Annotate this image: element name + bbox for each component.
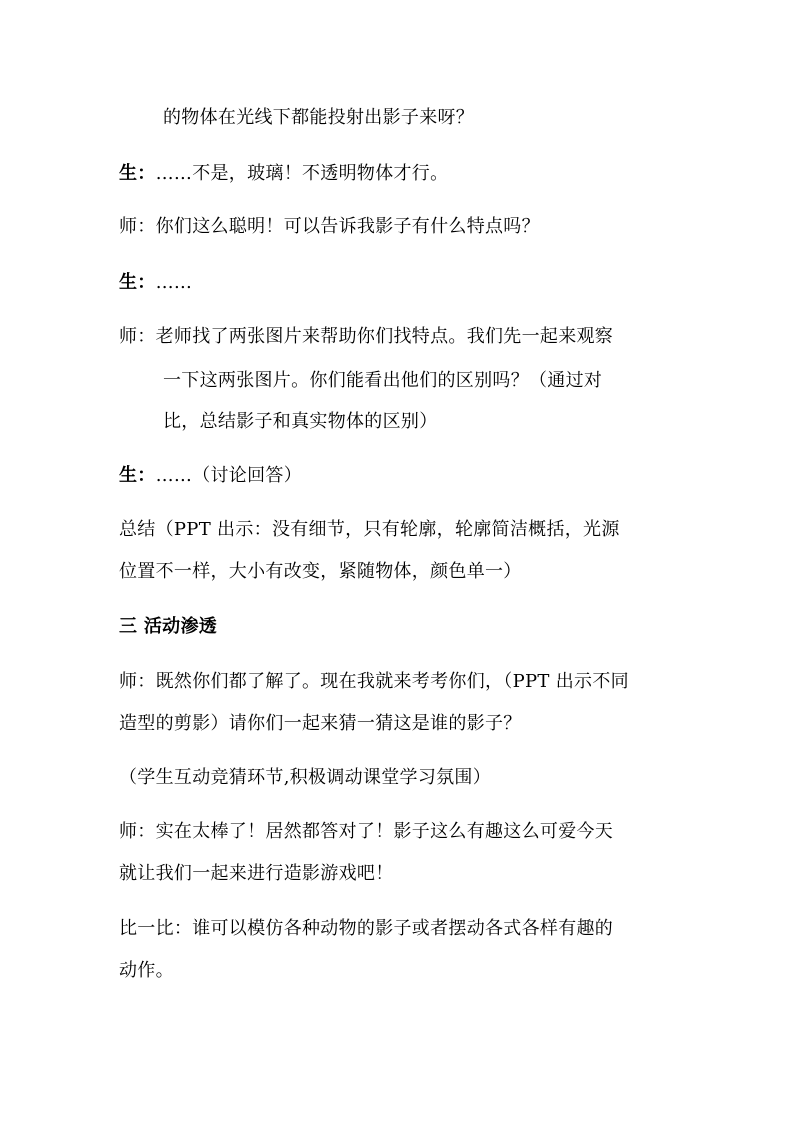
line-text: 总结（PPT 出示：没有细节，只有轮廓，轮廓简洁概括，光源 <box>119 519 620 540</box>
text-line-3 <box>119 215 540 239</box>
line-text: 的物体在光线下都能投射出影子来呀？ <box>163 107 475 128</box>
line-text: 师：实在太棒了！居然都答对了！影子这么有趣这么可爱今天 <box>119 821 614 842</box>
speaker-label: 生： <box>119 272 156 293</box>
speaker-label: 生： <box>119 163 156 184</box>
section-heading <box>119 615 217 639</box>
line-text: 一下这两张图片。你们能看出他们的区别吗？（通过对 <box>163 370 603 391</box>
text-line-1 <box>163 106 474 130</box>
speaker-label: 师： <box>119 216 156 237</box>
text-line-17 <box>119 917 613 941</box>
text-line-4 <box>119 271 192 295</box>
line-text: 比，总结影子和真实物体的区别） <box>163 411 438 432</box>
speaker-label: 师： <box>119 326 156 347</box>
text-line-12 <box>119 670 629 694</box>
line-text: 比一比：谁可以模仿各种动物的影子或者摆动各式各样有趣的 <box>119 918 614 939</box>
line-text: 位置不一样，大小有改变，紧随物体，颜色单一） <box>119 561 522 582</box>
text-line-2 <box>119 162 448 186</box>
line-text: …… <box>155 272 193 293</box>
speaker-label: 生： <box>119 465 156 486</box>
line-text: 师：既然你们都了解了。现在我就来考考你们，（PPT 出示不同 <box>119 671 629 692</box>
text-line-16 <box>119 862 394 886</box>
line-text: 造型的剪影）请你们一起来猜一猜这是谁的影子？ <box>119 713 522 734</box>
text-line-18 <box>119 959 174 983</box>
text-line-5 <box>119 325 613 349</box>
text-line-9 <box>119 518 620 542</box>
line-text: 就让我们一起来进行造影游戏吧！ <box>119 863 394 884</box>
heading-text: 三 活动渗透 <box>119 616 218 637</box>
text-line-14 <box>119 766 491 790</box>
text-line-7 <box>163 410 438 434</box>
line-text: 动作。 <box>119 960 174 981</box>
text-line-15 <box>119 820 613 844</box>
text-line-10 <box>119 560 522 584</box>
line-text: ……（讨论回答） <box>155 465 303 486</box>
text-line-6 <box>163 369 602 393</box>
line-text: 老师找了两张图片来帮助你们找特点。我们先一起来观察 <box>155 326 614 347</box>
text-line-13 <box>119 712 522 736</box>
line-text: （学生互动竞猜环节,积极调动课堂学习氛围） <box>119 767 492 788</box>
line-text: 你们这么聪明！可以告诉我影子有什么特点吗？ <box>155 216 540 237</box>
line-text: ……不是，玻璃！不透明物体才行。 <box>155 163 449 184</box>
text-line-8 <box>119 464 302 488</box>
